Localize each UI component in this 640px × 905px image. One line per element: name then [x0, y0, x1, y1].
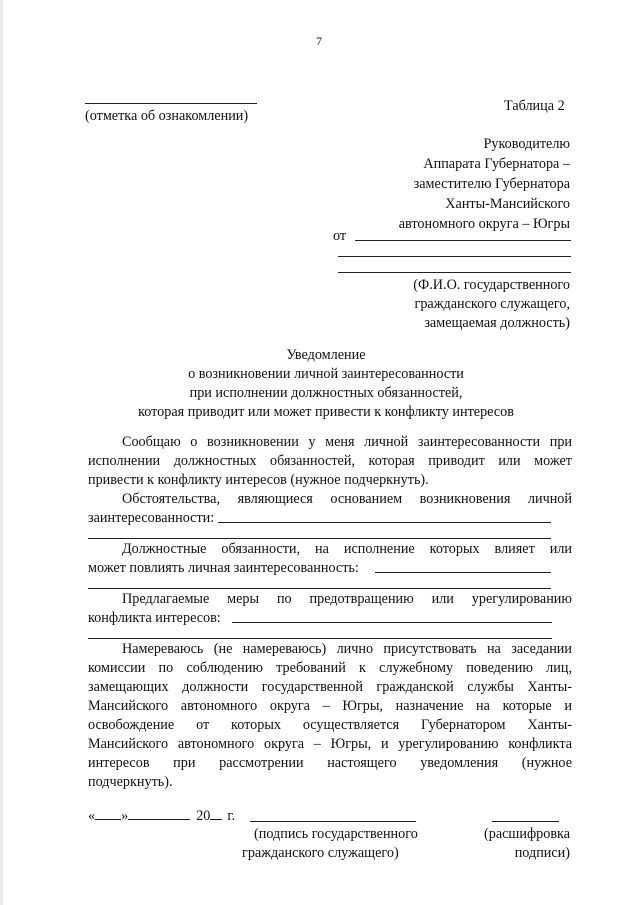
- para2-fill-line: [218, 522, 551, 523]
- addressee-line-4: Ханты-Мансийского: [445, 196, 570, 212]
- from-line-2: [338, 256, 571, 257]
- para4-line-2: конфликта интересов:: [88, 610, 221, 626]
- para5-line-3: замещающих должности государственной гражданской службы Ханты-: [88, 679, 572, 695]
- title-line-1: Уведомление: [286, 347, 366, 363]
- decoding-caption-2: подписи): [514, 845, 570, 861]
- para3-line-1: Должностные обязанности, на исполнение которых влияет или: [122, 541, 572, 557]
- fio-caption-1: (Ф.И.О. государственного: [413, 277, 570, 293]
- from-line-3: [338, 272, 571, 273]
- para2-extra-line: [88, 538, 551, 539]
- date-month-blank: [128, 806, 190, 820]
- from-label: от: [333, 228, 347, 244]
- addressee-line-1: Руководителю: [483, 136, 570, 152]
- para1-line-2: исполнении должностных обязанностей, которая приводит или может: [88, 453, 572, 469]
- fio-caption-2: гражданского служащего,: [414, 296, 570, 312]
- decoding-caption-1: (расшифровка: [484, 826, 570, 842]
- date-line: [88, 806, 235, 826]
- addressee-line-3: заместителю Губернатора: [413, 176, 570, 192]
- date-open-quote: «: [88, 808, 96, 824]
- from-line-1: [355, 240, 571, 241]
- para5-line-8: подчеркнуть).: [88, 774, 173, 790]
- acquaint-line: [85, 103, 257, 104]
- addressee-line-5: автономного округа – Югры: [398, 216, 570, 232]
- para3-line-2: может повлиять личная заинтересованность:: [88, 560, 359, 576]
- date-day-blank: [95, 806, 121, 820]
- para5-line-7: интересов при рассмотрении настоящего уведомления (нужное: [88, 755, 572, 771]
- para5-line-1: Намереваюсь (не намереваюсь) лично присутствовать на заседании: [122, 641, 572, 657]
- date-close-quote: »: [121, 808, 129, 824]
- signature-caption-2: гражданского служащего): [242, 845, 399, 861]
- date-year-suffix: г.: [227, 808, 236, 824]
- para1-line-1: Сообщаю о возникновении у меня личной заинтересованности при: [122, 434, 572, 450]
- para4-line-1: Предлагаемые меры по предотвращению или урегулированию: [122, 591, 572, 607]
- para5-line-5: освобождение от которых осуществляется Губернатором Ханты-: [88, 717, 572, 733]
- para2-line-2: заинтересованности:: [88, 510, 215, 526]
- title-line-2: о возникновении личной заинтересованности: [188, 366, 464, 382]
- para4-extra-line: [88, 638, 552, 639]
- para2-line-1: Обстоятельства, являющиеся основанием возникновения личной: [122, 491, 572, 507]
- para4-fill-line: [232, 622, 552, 623]
- para5-line-6: Мансийского автономного округа – Югры, и урегулированию конфликта: [88, 736, 572, 752]
- acquaint-mark: (отметка об ознакомлении): [85, 108, 249, 124]
- scan-edge: [0, 0, 3, 905]
- title-line-4: которая приводит или может привести к конфликту интересов: [138, 404, 514, 420]
- page-number: 7: [316, 34, 322, 48]
- addressee-line-2: Аппарата Губернатора –: [423, 156, 570, 172]
- para3-fill-line: [375, 572, 551, 573]
- para5-line-4: Мансийского автономного округа – Югры, назначение на которые и: [88, 698, 572, 714]
- signature-caption-1: (подпись государственного: [254, 826, 418, 842]
- signature-line: [250, 821, 416, 822]
- decoding-line: [492, 821, 559, 822]
- fio-caption-3: замещаемая должность): [424, 315, 570, 331]
- title-line-3: при исполнении должностных обязанностей,: [189, 385, 463, 401]
- date-year-prefix: 20: [196, 808, 211, 824]
- para1-line-3: привести к конфликту интересов (нужное подчеркнуть).: [88, 472, 429, 488]
- para3-extra-line: [88, 588, 551, 589]
- para5-line-2: комиссии по соблюдению требований к служебному поведению лиц,: [88, 660, 572, 676]
- table-label: Таблица 2: [504, 98, 565, 114]
- date-year-blank: [210, 806, 222, 820]
